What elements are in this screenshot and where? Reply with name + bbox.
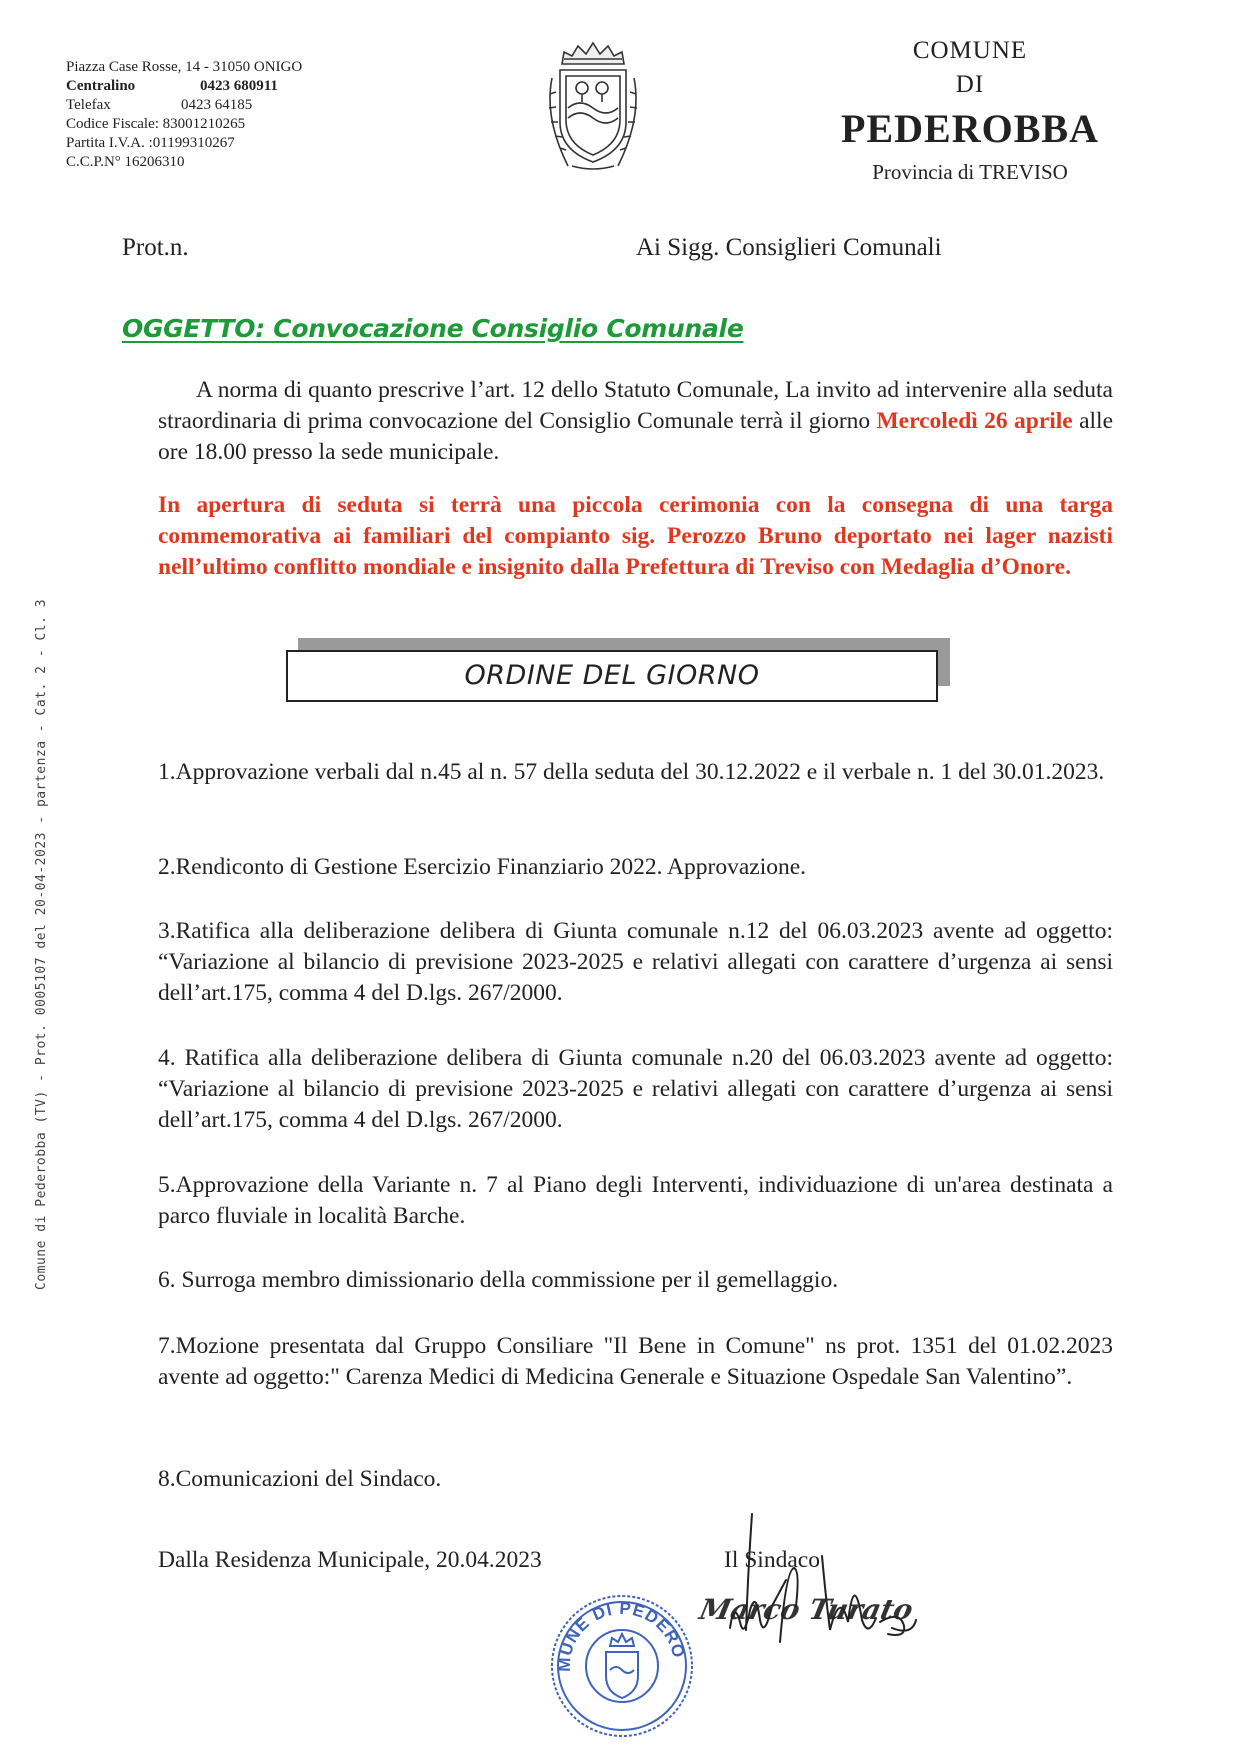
heading-comune: COMUNE [912, 37, 1028, 64]
ceremony-paragraph: In apertura di seduta si terrà una piccola cerimonia con la consegna di una targa commemorativa ai familiari del compianto sig. Perozzo Bruno deportato nei lager nazisti nell’ultimo conflitto mondiale e insignito dalla Prefettura di Treviso con Medaglia d’Onore. [158, 492, 1113, 580]
agenda-item: 3.Ratifica alla deliberazione delibera di Giunta comunale n.12 del 06.03.2023 avente ad oggetto: “Variazione al bilancio di previsione 2023-2025 e relativi allegati con carattere d’urgenza ai sensi dell’art.175, comma 4 del D.lgs. 267/2000. [158, 918, 1113, 1006]
closing-place-date: Dalla Residenza Municipale, 20.04.2023 [158, 1547, 542, 1573]
centralino-label: Centralino [66, 78, 136, 94]
heading-di: DI [955, 71, 985, 98]
agenda-item: 4. Ratifica alla deliberazione delibera di Giunta comunale n.20 del 06.03.2023 avente ad oggetto: “Variazione al bilancio di previsione 2023-2025 e relativi allegati con carattere d’urgenza ai sensi dell’art.175, comma 4 del D.lgs. 267/2000. [158, 1045, 1113, 1133]
agenda-title-box [286, 650, 938, 702]
mayor-name: Marco Turato [696, 1593, 917, 1626]
agenda-item: 2.Rendiconto di Gestione Esercizio Finanziario 2022. Approvazione. [158, 854, 807, 880]
telefax-label: Telefax [66, 97, 111, 113]
telefax-value: 0423 64185 [181, 97, 253, 113]
agenda-item: 6. Surroga membro dimissionario della commissione per il gemellaggio. [158, 1267, 839, 1293]
centralino-value: 0423 680911 [200, 78, 278, 94]
subject-line: OGGETTO: Convocazione Consiglio Comunale [122, 314, 744, 343]
recipient: Ai Sigg. Consiglieri Comunali [636, 234, 942, 261]
agenda-item: 5.Approvazione della Variante n. 7 al Piano degli Interventi, individuazione di un'area destinata a parco fluviale in località Barche. [158, 1172, 1113, 1229]
agenda-box-shadow-right [938, 638, 950, 686]
ccp: C.C.P.N° 16206310 [66, 154, 185, 170]
agenda-item: 1.Approvazione verbali dal n.45 al n. 57 della seduta del 30.12.2022 e il verbale n. 1 del 30.01.2023. [158, 759, 1105, 785]
heading-provincia: Provincia di TREVISO [872, 160, 1068, 184]
agenda-item: 8.Comunicazioni del Sindaco. [158, 1466, 442, 1492]
heading-pederobba: PEDEROBBA [841, 106, 1099, 151]
stamp-text: MUNE DI PEDERO [554, 1598, 689, 1672]
municipality-heading [820, 34, 1120, 186]
codice-fiscale: Codice Fiscale: 83001210265 [66, 116, 246, 132]
protocol-number: Prot.n. [122, 234, 189, 261]
agenda-title: ORDINE DEL GIORNO [464, 660, 760, 691]
telefax-row [66, 96, 302, 115]
agenda-item: 7.Mozione presentata dal Gruppo Consiliare "Il Bene in Comune" ns prot. 1351 del 01.02.2023 avente ad oggetto:" Carenza Medici di Medicina Generale e Situazione Ospedale San Valentino”. [158, 1333, 1113, 1390]
intro-text-before: A norma di quanto prescrive l’art. 12 dello Statuto Comunale, La invito ad intervenire alla seduta straordinaria di prima convocazione del Consiglio Comunale terrà il giorno [158, 377, 1113, 434]
letterhead-contacts [66, 58, 302, 172]
intro-text-after: alle ore 18.00 presso la sede municipale. [158, 408, 1113, 465]
centralino-row [66, 77, 302, 96]
meeting-date: Mercoledì 26 aprile [876, 408, 1073, 434]
official-stamp-icon [548, 1592, 696, 1740]
protocol-side-note: Comune di Pederobba (TV) - Prot. 0005107 del 20-04-2023 - partenza - Cat. 2 - Cl. 3 [34, 598, 49, 1290]
coat-of-arms-icon [538, 38, 648, 174]
intro-paragraph [158, 375, 1113, 468]
address: Piazza Case Rosse, 14 - 31050 ONIGO [66, 59, 303, 75]
partita-iva: Partita I.V.A. :01199310267 [66, 135, 235, 151]
mayor-title: Il Sindaco [724, 1547, 820, 1573]
signature-icon [690, 1510, 950, 1690]
